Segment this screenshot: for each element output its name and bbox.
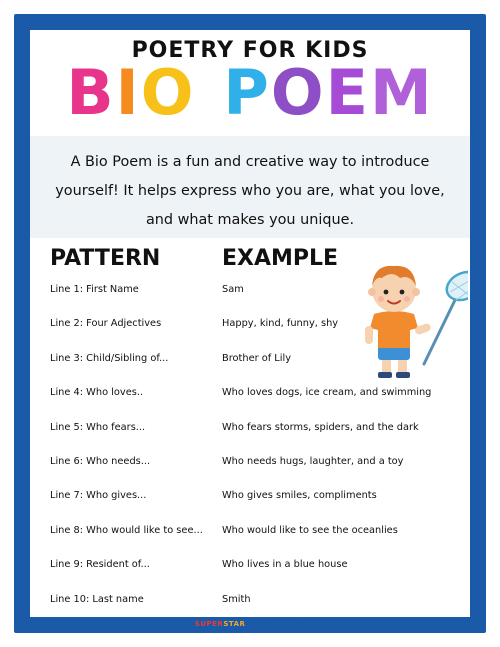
pattern-line: Line 2: Four Adjectives xyxy=(50,318,162,330)
boy-with-net-illustration xyxy=(352,252,468,382)
image-credit: Images @Bunny on a Cloud xyxy=(454,436,465,575)
example-line: Who needs hugs, laughter, and a toy xyxy=(222,456,404,467)
title-letter: O xyxy=(140,56,196,129)
example-heading: EXAMPLE xyxy=(222,246,339,271)
title-letter: B xyxy=(66,56,116,129)
title-letter: E xyxy=(325,56,370,129)
example-line: Brother of Lily xyxy=(222,352,292,364)
pattern-line: Line 3: Child/Sibling of... xyxy=(50,352,169,364)
bio-poem-title xyxy=(30,56,470,129)
kicker-title: POETRY FOR KIDS xyxy=(131,38,369,63)
example-line: Who lives in a blue house xyxy=(222,559,348,571)
title-letter: I xyxy=(115,56,141,129)
example-line: Sam xyxy=(222,284,244,295)
example-line: Who would like to see the oceanlies xyxy=(222,524,398,536)
pattern-line: Line 7: Who gives... xyxy=(50,490,147,502)
title-letter: O xyxy=(270,56,326,129)
pattern-line: Line 9: Resident of... xyxy=(50,559,150,571)
example-line: Smith xyxy=(222,593,251,605)
pattern-line: Line 8: Who would like to see... xyxy=(50,524,203,536)
example-line: Who fears storms, spiders, and the dark xyxy=(222,421,419,433)
example-line: Who loves dogs, ice cream, and swimming xyxy=(222,387,432,399)
boy-figure xyxy=(365,266,432,378)
title-word-poem xyxy=(223,56,434,129)
intro-text: A Bio Poem is a fun and creative way to introduce yourself! It helps express who you are, what you love, and what makes you unique. xyxy=(55,154,445,228)
butterfly-net-icon xyxy=(424,267,468,364)
title-letter: P xyxy=(223,56,271,129)
title-letter: M xyxy=(369,56,434,129)
pattern-line: Line 10: Last name xyxy=(50,593,144,605)
pattern-line: Line 4: Who loves.. xyxy=(50,387,144,399)
title-word-bio xyxy=(66,56,196,129)
pattern-heading: PATTERN xyxy=(50,246,161,271)
example-line: Who gives smiles, compliments xyxy=(222,490,377,502)
pattern-line: Line 5: Who fears... xyxy=(50,421,146,433)
example-line: Happy, kind, funny, shy xyxy=(222,318,339,330)
worksheet xyxy=(30,30,470,628)
pattern-line: Line 1: First Name xyxy=(50,284,139,295)
brand-logo: SUPERSTARWORKSHEETS xyxy=(194,620,306,628)
pattern-line: Line 6: Who needs... xyxy=(50,456,151,467)
